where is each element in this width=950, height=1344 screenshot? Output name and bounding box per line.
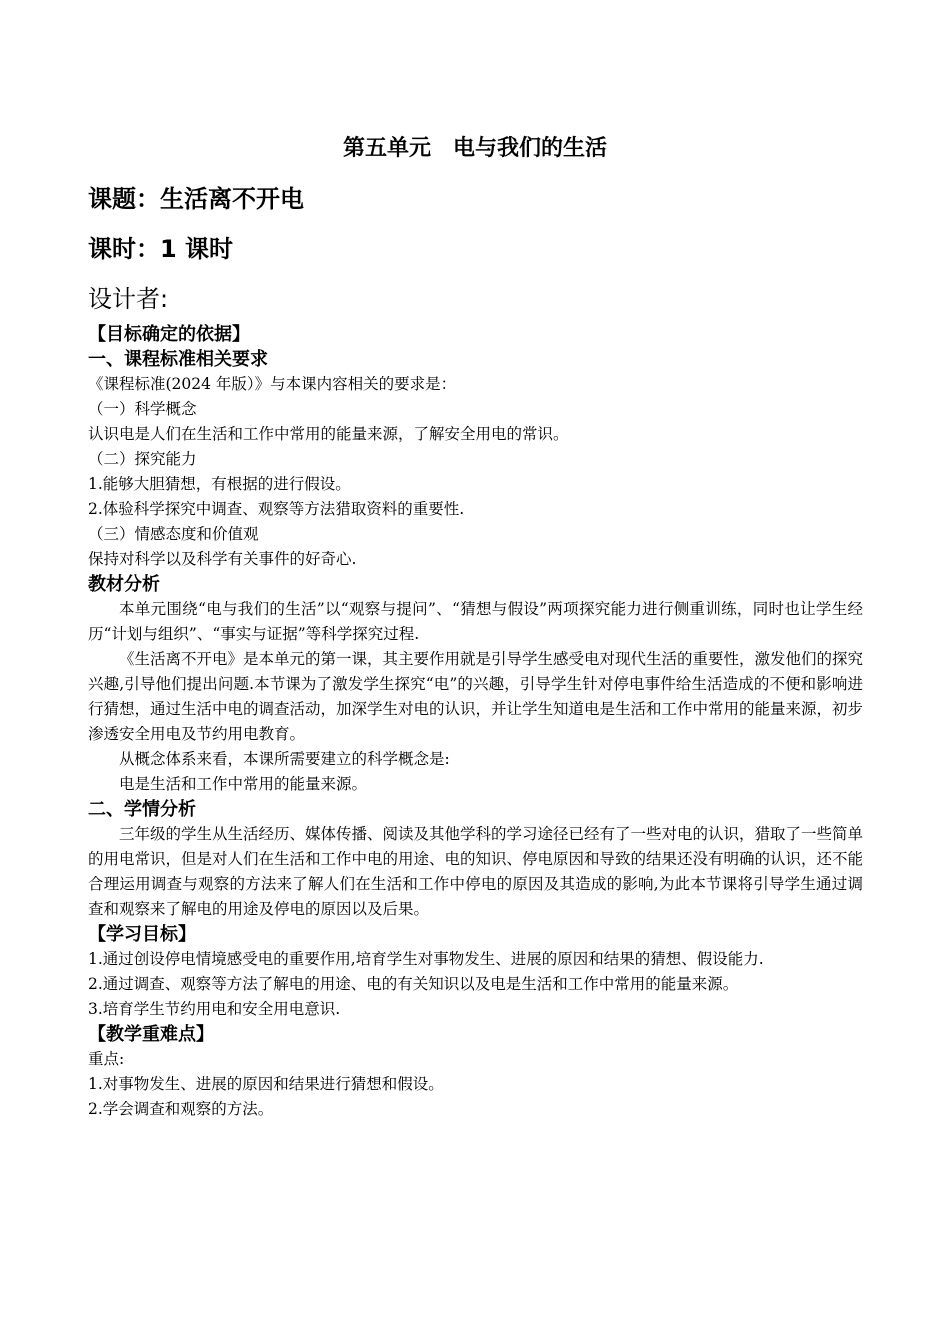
inquiry-item-1: 1.能够大胆猜想，有根据的进行假设。 <box>88 475 351 493</box>
textbook-paragraph-3: 从概念体系来看，本课所需要建立的科学概念是: <box>119 750 450 768</box>
keypoint-item-2: 2.学会调查和观察的方法。 <box>88 1100 274 1118</box>
objectives-heading: 【学习目标】 <box>88 924 196 945</box>
objective-item-3: 3.培育学生节约用电和安全用电意识. <box>88 1000 341 1018</box>
unit-title: 第五单元 电与我们的生活 <box>342 136 607 161</box>
learner-paragraph: 三年级的学生从生活经历、媒体传播、阅读及其他学科的学习途径已经有了一些对电的认识，猎取了一些简单的用电常识，但是对人们在生活和工作中电的用途、电的知识、停电原因和导致的结果还没有明确的认识，还不能合理运用调查与观察的方法来了解人们在生活和工作中停电的原因及其造成的影响,为此本节课将引导学生通过调查和观察来了解电的用途及停电的原因以及后果。 <box>88 825 864 918</box>
document-body <box>88 322 863 1122</box>
keypoint-item-1: 1.对事物发生、进展的原因和结果进行猜想和假设。 <box>88 1075 444 1093</box>
keypoints-label: 重点: <box>88 1050 125 1068</box>
objective-item-1: 1.通过创设停电情境感受电的重要作用,培育学生对事物发生、进展的原因和结果的猜想、假设能力. <box>88 950 764 968</box>
inquiry-item-2: 2.体验科学探究中调查、观察等方法猎取资料的重要性. <box>88 500 465 518</box>
designer-label: 设计者: <box>88 285 169 313</box>
lesson-hours: 课时：1 课时 <box>88 235 234 263</box>
lesson-title: 课题：生活离不开电 <box>88 185 304 213</box>
standards-intro: 《课程标准(2024 年版）》与本课内容相关的要求是： <box>88 375 457 393</box>
learner-heading: 二、学情分析 <box>88 799 196 820</box>
inquiry-heading: （二）探究能力 <box>88 450 197 468</box>
attitude-text: 保持对科学以及科学有关事件的好奇心. <box>88 550 357 568</box>
objective-item-2: 2.通过调查、观察等方法了解电的用途、电的有关知识以及电是生活和工作中常用的能量来源。 <box>88 975 739 993</box>
textbook-paragraph-4: 电是生活和工作中常用的能量来源。 <box>119 775 368 793</box>
basis-heading: 【目标确定的依据】 <box>88 324 250 345</box>
textbook-heading: 教材分析 <box>88 574 160 595</box>
standards-heading: 一、课程标准相关要求 <box>88 349 268 370</box>
attitude-heading: （三）情感态度和价值观 <box>88 525 259 543</box>
concept-heading: （一）科学概念 <box>88 400 197 418</box>
textbook-paragraph-2: 《生活离不开电》是本单元的第一课，其主要作用就是引导学生感受电对现代生活的重要性，激发他们的探究兴趣,引导他们提出问题.本节课为了激发学生探究“电”的兴趣，引导学生针对停电事件给生活造成的不便和影响进行猜想，通过生活中电的调查活动，加深学生对电的认识，并让学生知道电是生活和工作中常用的能量来源，初步渗透安全用电及节约用电教育。 <box>88 650 864 743</box>
keypoints-heading: 【教学重难点】 <box>88 1024 214 1045</box>
textbook-paragraph-1: 本单元围绕“电与我们的生活”以“观察与提问”、“猜想与假设”两项探究能力进行侧重训练，同时也让学生经历“计划与组织”、“事实与证据”等科学探究过程. <box>88 600 863 643</box>
concept-text: 认识电是人们在生活和工作中常用的能量来源，了解安全用电的常识。 <box>88 425 569 443</box>
